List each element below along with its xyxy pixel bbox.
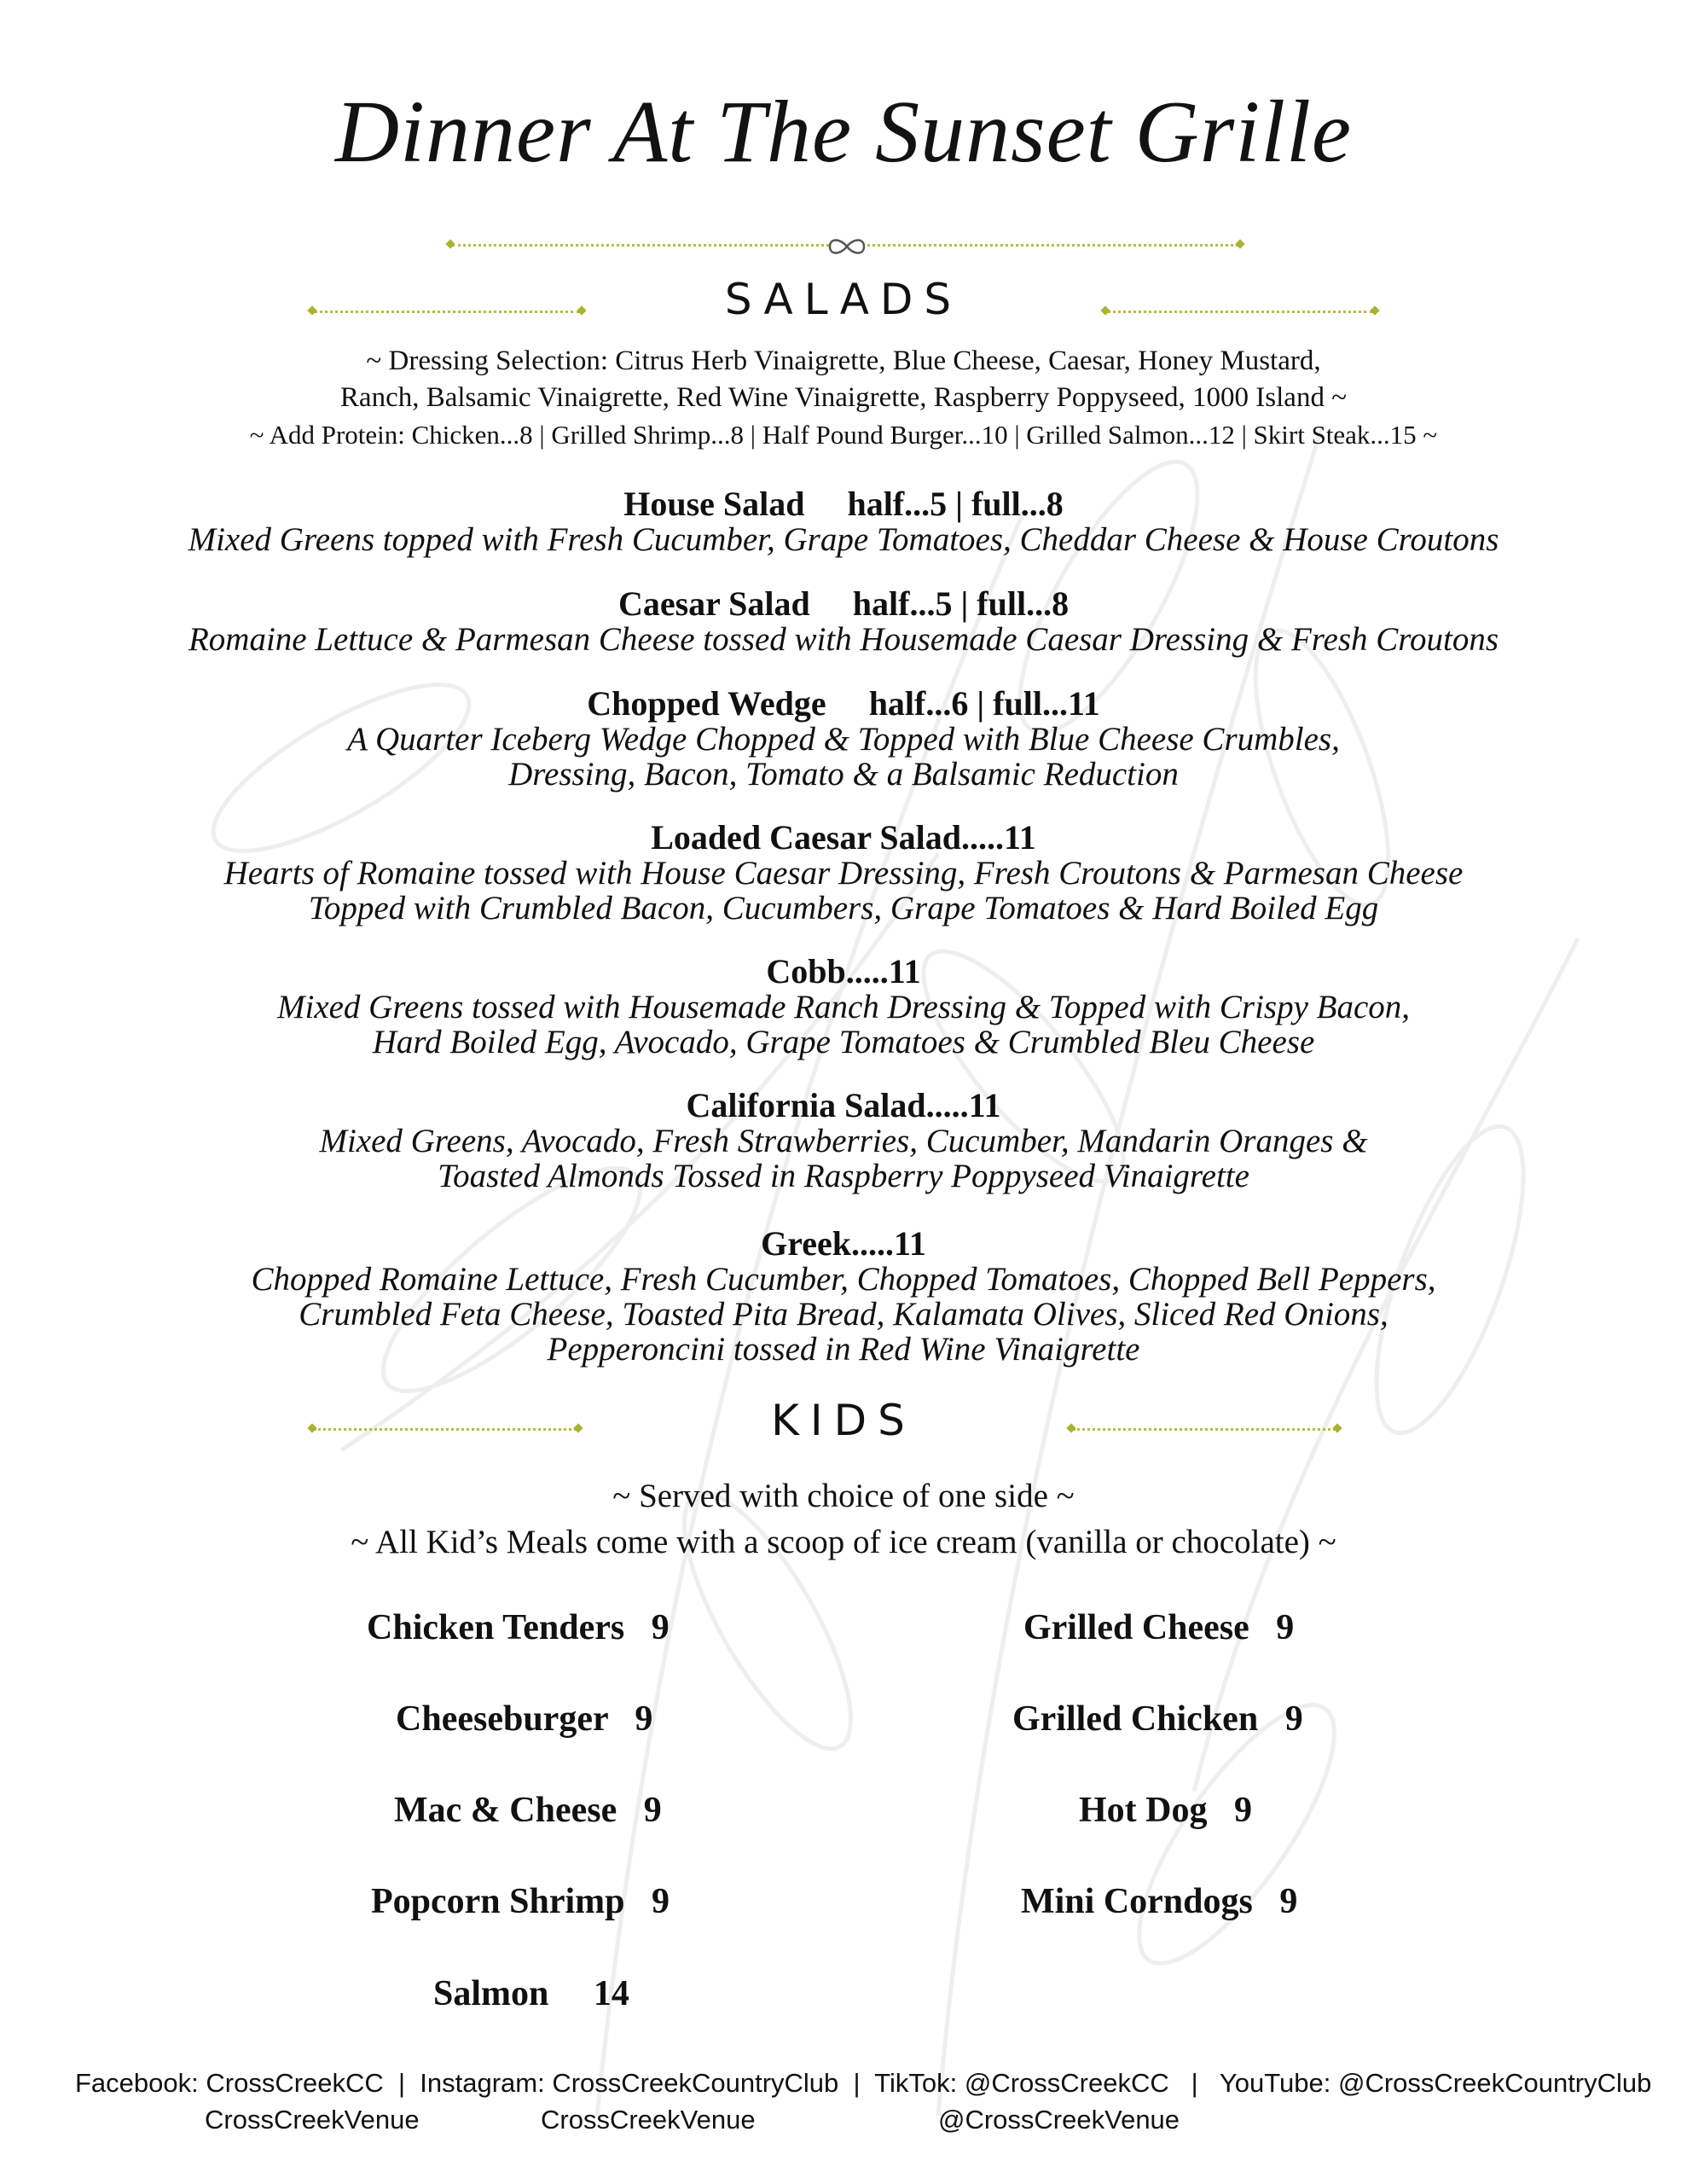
kids-item-price: 14 [593,1974,629,2013]
menu-title: Dinner At The Sunset Grille [334,83,1353,181]
menu-item [51,686,1636,792]
kids-item-name: Mini Corndogs [1021,1882,1253,1921]
kids-item-name: Chicken Tenders [367,1608,625,1647]
kids-item-name: Grilled Chicken [1012,1699,1259,1739]
item-name: Chopped Wedge [587,684,826,723]
social-links-line: Facebook: CrossCreekCC | Instagram: CrossCreekCountryClub | TikTok: @CrossCreekCC | YouTube: @CrossCreekCountryClub [75,2068,1652,2098]
kids-item-price: 9 [651,1608,670,1647]
item-name: Greek.....11 [761,1224,926,1263]
kids-item [396,1699,652,1740]
menu-item [51,954,1636,1060]
item-description: Mixed Greens tossed with Housemade Ranch Dressing & Topped with Crispy Bacon, [276,989,1411,1025]
menu-item [51,586,1636,657]
kids-item-name: Popcorn Shrimp [371,1882,625,1921]
kids-item [1023,1607,1294,1648]
dressing-selection-line-2: Ranch, Balsamic Vinaigrette, Red Wine Vinaigrette, Raspberry Poppyseed, 1000 Island ~ [339,382,1348,413]
item-name: California Salad.....11 [686,1086,1001,1124]
kids-item [1012,1699,1303,1740]
item-description: Topped with Crumbled Bacon, Cucumbers, Grape Tomatoes & Hard Boiled Egg [308,890,1379,926]
kids-item-price: 9 [1276,1608,1295,1647]
item-name: House Salad [623,485,805,523]
kids-item [1021,1881,1297,1922]
tiktok-venue-handle: @CrossCreekVenue [938,2105,1180,2135]
dressing-selection-line-1: ~ Dressing Selection: Citrus Herb Vinaigrette, Blue Cheese, Caesar, Honey Mustard, [366,346,1321,376]
item-description: Dressing, Bacon, Tomato & a Balsamic Reduction [508,756,1179,793]
menu-item [51,1226,1636,1367]
salads-heading: SALADS [724,275,963,324]
kids-item-price: 9 [643,1791,662,1830]
item-price: half...6 | full...11 [868,684,1100,723]
kids-item-price: 9 [1279,1882,1298,1921]
facebook-venue-handle: CrossCreekVenue [205,2105,420,2135]
item-name: Cobb.....11 [766,952,921,990]
menu-item [51,486,1636,557]
kids-item-name: Salmon [433,1974,549,2013]
kids-item-name: Cheeseburger [396,1699,608,1739]
kids-item [371,1881,670,1922]
item-description: Chopped Romaine Lettuce, Fresh Cucumber, Chopped Tomatoes, Chopped Bell Peppers, [251,1261,1436,1298]
item-description: Toasted Almonds Tossed in Raspberry Poppyseed Vinaigrette [438,1158,1249,1194]
item-description: Crumbled Feta Cheese, Toasted Pita Bread, Kalamata Olives, Sliced Red Onions, [299,1296,1388,1333]
item-name: Loaded Caesar Salad.....11 [651,818,1036,857]
kids-item-price: 9 [1284,1699,1303,1739]
item-description: Hearts of Romaine tossed with House Caesar Dressing, Fresh Croutons & Parmesan Cheese [223,855,1464,892]
instagram-venue-handle: CrossCreekVenue [541,2105,756,2135]
kids-ice-cream-note: ~ All Kid’s Meals come with a scoop of ice cream (vanilla or chocolate) ~ [351,1524,1336,1560]
item-description: Hard Boiled Egg, Avocado, Grape Tomatoes & Crumbled Bleu Cheese [372,1024,1315,1060]
item-description: Pepperoncini tossed in Red Wine Vinaigrette [547,1331,1140,1368]
kids-item-name: Mac & Cheese [394,1791,617,1830]
kids-item [394,1790,662,1831]
item-name: Caesar Salad [617,584,810,623]
kids-item-price: 9 [1234,1791,1252,1830]
item-description: Mixed Greens, Avocado, Fresh Strawberries, Cucumber, Mandarin Oranges & [319,1123,1368,1159]
item-description: Mixed Greens topped with Fresh Cucumber, Grape Tomatoes, Cheddar Cheese & House Croutons [188,521,1499,558]
kids-item [1079,1790,1252,1831]
infinity-ornament-icon [827,236,867,257]
kids-heading: KIDS [771,1396,916,1445]
kids-item-name: Grilled Cheese [1023,1608,1249,1647]
item-description: A Quarter Iceberg Wedge Chopped & Topped with Blue Cheese Crumbles, [347,721,1340,758]
item-description: Romaine Lettuce & Parmesan Cheese tossed with Housemade Caesar Dressing & Fresh Croutons [188,621,1499,658]
menu-item [51,820,1636,926]
kids-item-price: 9 [635,1699,653,1739]
kids-item-price: 9 [652,1882,670,1921]
add-protein-line: ~ Add Protein: Chicken...8 | Grilled Shrimp...8 | Half Pound Burger...10 | Grilled Salmon...12 | Skirt Steak...15 ~ [249,420,1438,450]
kids-item [433,1973,629,2014]
kids-item [367,1607,670,1648]
item-price: half...5 | full...8 [852,584,1070,623]
kids-side-note: ~ Served with choice of one side ~ [612,1478,1075,1514]
item-price: half...5 | full...8 [847,485,1064,523]
kids-item-name: Hot Dog [1079,1791,1208,1830]
menu-item [51,1088,1636,1194]
